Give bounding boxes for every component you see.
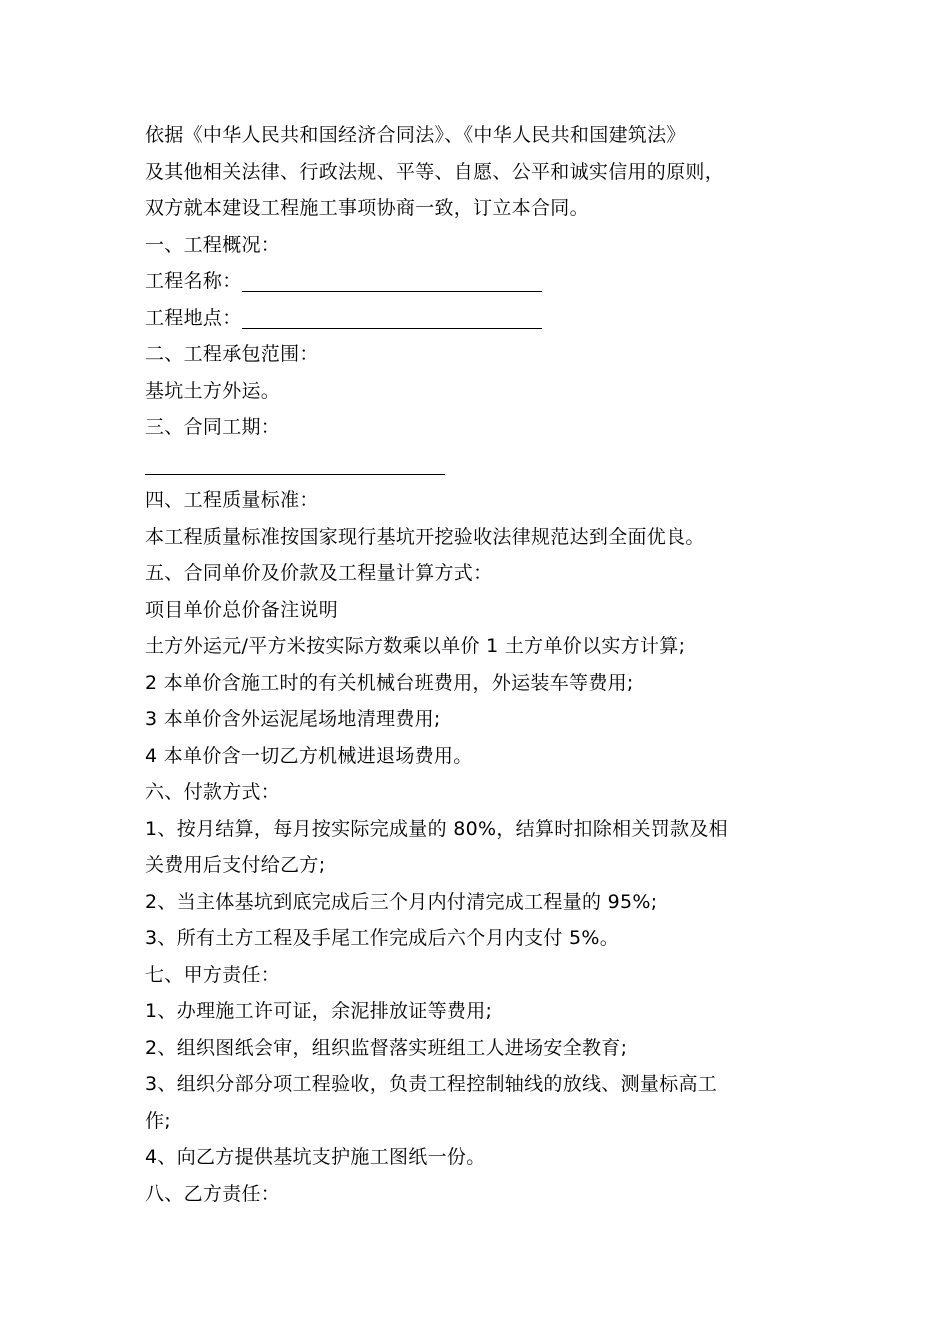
project-name-row [145,263,835,300]
section-5-line-3: 2 本单价含施工时的有关机械台班费用，外运装车等费用; [145,671,634,694]
section-7-line-2: 2、组织图纸会审，组织监督落实班组工人进场安全教育; [145,1036,628,1059]
section-6-line-2: 关费用后支付给乙方; [145,854,326,876]
section-1-heading: 一、工程概况： [145,233,281,256]
project-name-label: 工程名称： [145,270,242,292]
section-5-line-4: 3 本单价含外运泥尾场地清理费用; [145,708,441,730]
section-5-heading: 五、合同单价及价款及工程量计算方式： [145,562,493,584]
section-2-heading: 二、工程承包范围： [145,343,319,365]
section-5-line-5: 4 本单价含一切乙方机械进退场费用。 [145,744,473,767]
project-location-blank[interactable] [242,306,542,329]
intro-line-1: 依据《中华人民共和国经济合同法》、《中华人民共和国建筑法》 [145,124,686,146]
section-3-heading: 三、合同工期： [145,416,281,438]
section-7-line-4: 作; [145,1109,172,1132]
section-4-heading: 四、工程质量标准： [145,489,319,511]
section-6-line-4: 3、所有土方工程及手尾工作完成后六个月内支付 5%。 [145,927,620,949]
section-7-line-3: 3、组织分部分项工程验收，负责工程控制轴线的放线、测量标高工 [145,1073,718,1095]
document-body [145,117,835,1212]
project-location-row [145,300,835,337]
contract-period-row [145,446,835,483]
contract-period-blank[interactable] [145,450,445,475]
section-7-heading: 七、甲方责任： [145,963,281,986]
section-6-line-3: 2、当主体基坑到底完成后三个月内付清完成工程量的 95%; [145,890,658,913]
section-7-line-1: 1、办理施工许可证，余泥排放证等费用; [145,1000,493,1022]
section-7-line-5: 4、向乙方提供基坑支护施工图纸一份。 [145,1146,486,1168]
section-8-heading: 八、乙方责任： [145,1182,281,1205]
section-6-heading: 六、付款方式： [145,781,281,803]
project-name-blank[interactable] [242,269,542,292]
section-2-text: 基坑土方外运。 [145,379,281,402]
section-6-line-1: 1、按月结算，每月按实际完成量的 80%，结算时扣除相关罚款及相 [145,817,728,840]
intro-line-2: 及其他相关法律、行政法规、平等、自愿、公平和诚实信用的原则， [145,160,725,183]
section-5-line-2: 土方外运元/平方米按实际方数乘以单价 1 土方单价以实方计算; [145,635,686,657]
project-location-label: 工程地点： [145,306,242,329]
intro-line-3: 双方就本建设工程施工事项协商一致，订立本合同。 [145,197,589,219]
section-4-text: 本工程质量标准按国家现行基坑开挖验收法律规范达到全面优良。 [145,525,705,548]
section-5-line-1: 项目单价总价备注说明 [145,598,339,621]
